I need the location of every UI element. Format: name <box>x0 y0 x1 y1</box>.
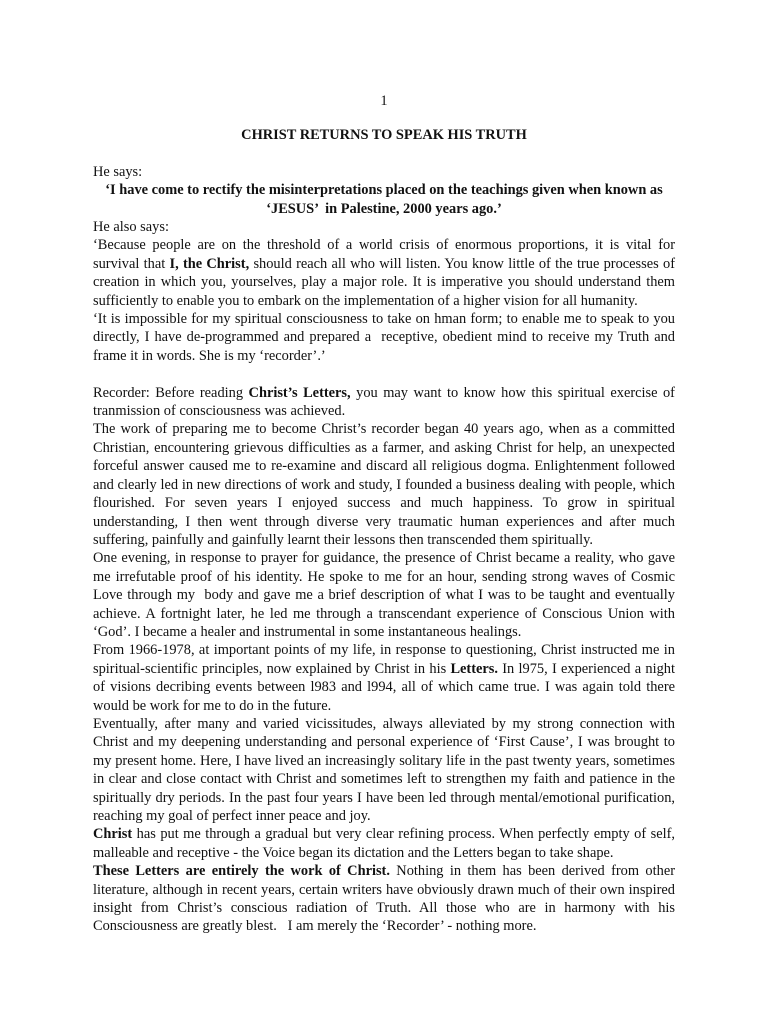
paragraph-before-reading <box>93 384 675 421</box>
paragraph-one-evening: One evening, in response to prayer for guidance, the presence of Christ became a reality, who gave me irrefutable proof of his identity. He spoke to me for an hour, sending strong waves of Cosmic Love through my body and gave me a brief description of what I was to be taught and eventually achieve. A fortnight later, he led me through a transcendant experience of Conscious Union with ‘God’. I became a healer and instrumental in some instantaneous healings. <box>93 550 679 640</box>
paragraph-1966-1978-text-a: From 1966-1978, at important points of my life, in response to questioning, Christ instructed me in spiritual-scientific principles, now explained by Christ in his <box>93 642 675 677</box>
paragraph-1966-1978-text-c: In l975, I experienced a night of visions decribing events between l983 and l994, all of which came true. I was again told there would be work for me to do in the future. <box>93 660 676 714</box>
paragraph-before-reading-text-a: Recorder: Before reading <box>93 384 249 401</box>
document-page <box>93 92 679 936</box>
christ-quote <box>93 181 675 218</box>
paragraph-before-reading-text-c: you may want to know how this spiritual exercise of tranmission of consciousness was achieved. <box>93 384 675 420</box>
quote-closing-mark: ’ <box>496 200 502 217</box>
letters-bold-2: Letters. <box>450 660 498 677</box>
he-says-line: He says: <box>93 163 143 180</box>
paragraph-crisis-text-a: ‘Because people are on the threshold of a world crisis of enormous proportions, it is vital for survival that <box>93 237 675 272</box>
paragraph-crisis-text-c: should reach all who will listen. You know little of the true processes of creation in which you, yourselves, play a major role. It is imperative you should understand them sufficiently to enable you to embark on the implementation of a higher vision for all humanity. <box>93 255 675 309</box>
entirely-bold: These Letters are entirely the work of Christ. <box>93 863 390 880</box>
paragraph-crisis <box>93 236 675 310</box>
christ-bold: Christ <box>93 826 133 843</box>
quote-bold-text: ‘I have come to rectify the misinterpretations placed on the teachings given when known as ‘JESUS’ in Palestine, 2000 years ago. <box>105 182 670 217</box>
paragraph-entirely-text: Nothing in them has been derived from other literature, although in recent years, certain writers have obviously drawn much of their own inspired insight from Christ’s conscious radiation of Truth. All those who are in harmony with his Consciousness are greatly blest. I am merely the ‘Recorder’ - nothing more. <box>93 863 679 935</box>
paragraph-refining-text: has put me through a gradual but very clear refining process. When perfectly empty of self, malleable and receptive - the Voice began its dictation and the Letters began to take shape. <box>93 826 675 861</box>
paragraph-refining <box>93 825 675 862</box>
paragraph-crisis-bold: I, the Christ, <box>169 255 250 272</box>
page-title: CHRIST RETURNS TO SPEAK HIS TRUTH <box>241 127 527 144</box>
paragraph-recorder-intro: ‘It is impossible for my spiritual consciousness to take on hman form; to enable me to speak to you directly, I have de-programmed and prepared a receptive, obedient mind to receive my Truth and frame it in words. She is my ‘recorder’.’ <box>93 311 679 364</box>
page-number: 1 <box>380 93 388 109</box>
paragraph-entirely <box>93 862 679 936</box>
paragraph-spacer <box>93 365 675 383</box>
paragraph-preparation: The work of preparing me to become Christ’s recorder began 40 years ago, when as a committed Christian, encountering grievous difficulties as a farmer, and asking Christ for help, an unexpected forceful answer caused me to re-examine and discard all religious dogma. Enlightenment followed and clearly led in new directions of work and study, I founded a business dealing with people, which flourished. For seven years I enjoyed success and much happiness. To grow in spiritual understanding, I then went through diverse very traumatic human experiences and after much suffering, painfully and gainfully learnt their lessons then transcended them spiritually. <box>93 421 675 548</box>
paragraph-1966-1978 <box>93 641 675 715</box>
letters-bold: Christ’s Letters, <box>248 384 351 401</box>
paragraph-eventually: Eventually, after many and varied vicissitudes, always alleviated by my strong connection with Christ and my deepening understanding and personal experience of ‘First Cause’, I was brought to my present home. Here, I have lived an increasingly solitary life in the past twenty years, sometimes in clear and close contact with Christ and sometimes left to strengthen my faith and patience in the spiritually dry periods. In the past four years I have been led through mental/emotional purification, reaching my goal of perfect inner peace and joy. <box>93 715 675 825</box>
he-also-says-line: He also says: <box>93 219 169 236</box>
